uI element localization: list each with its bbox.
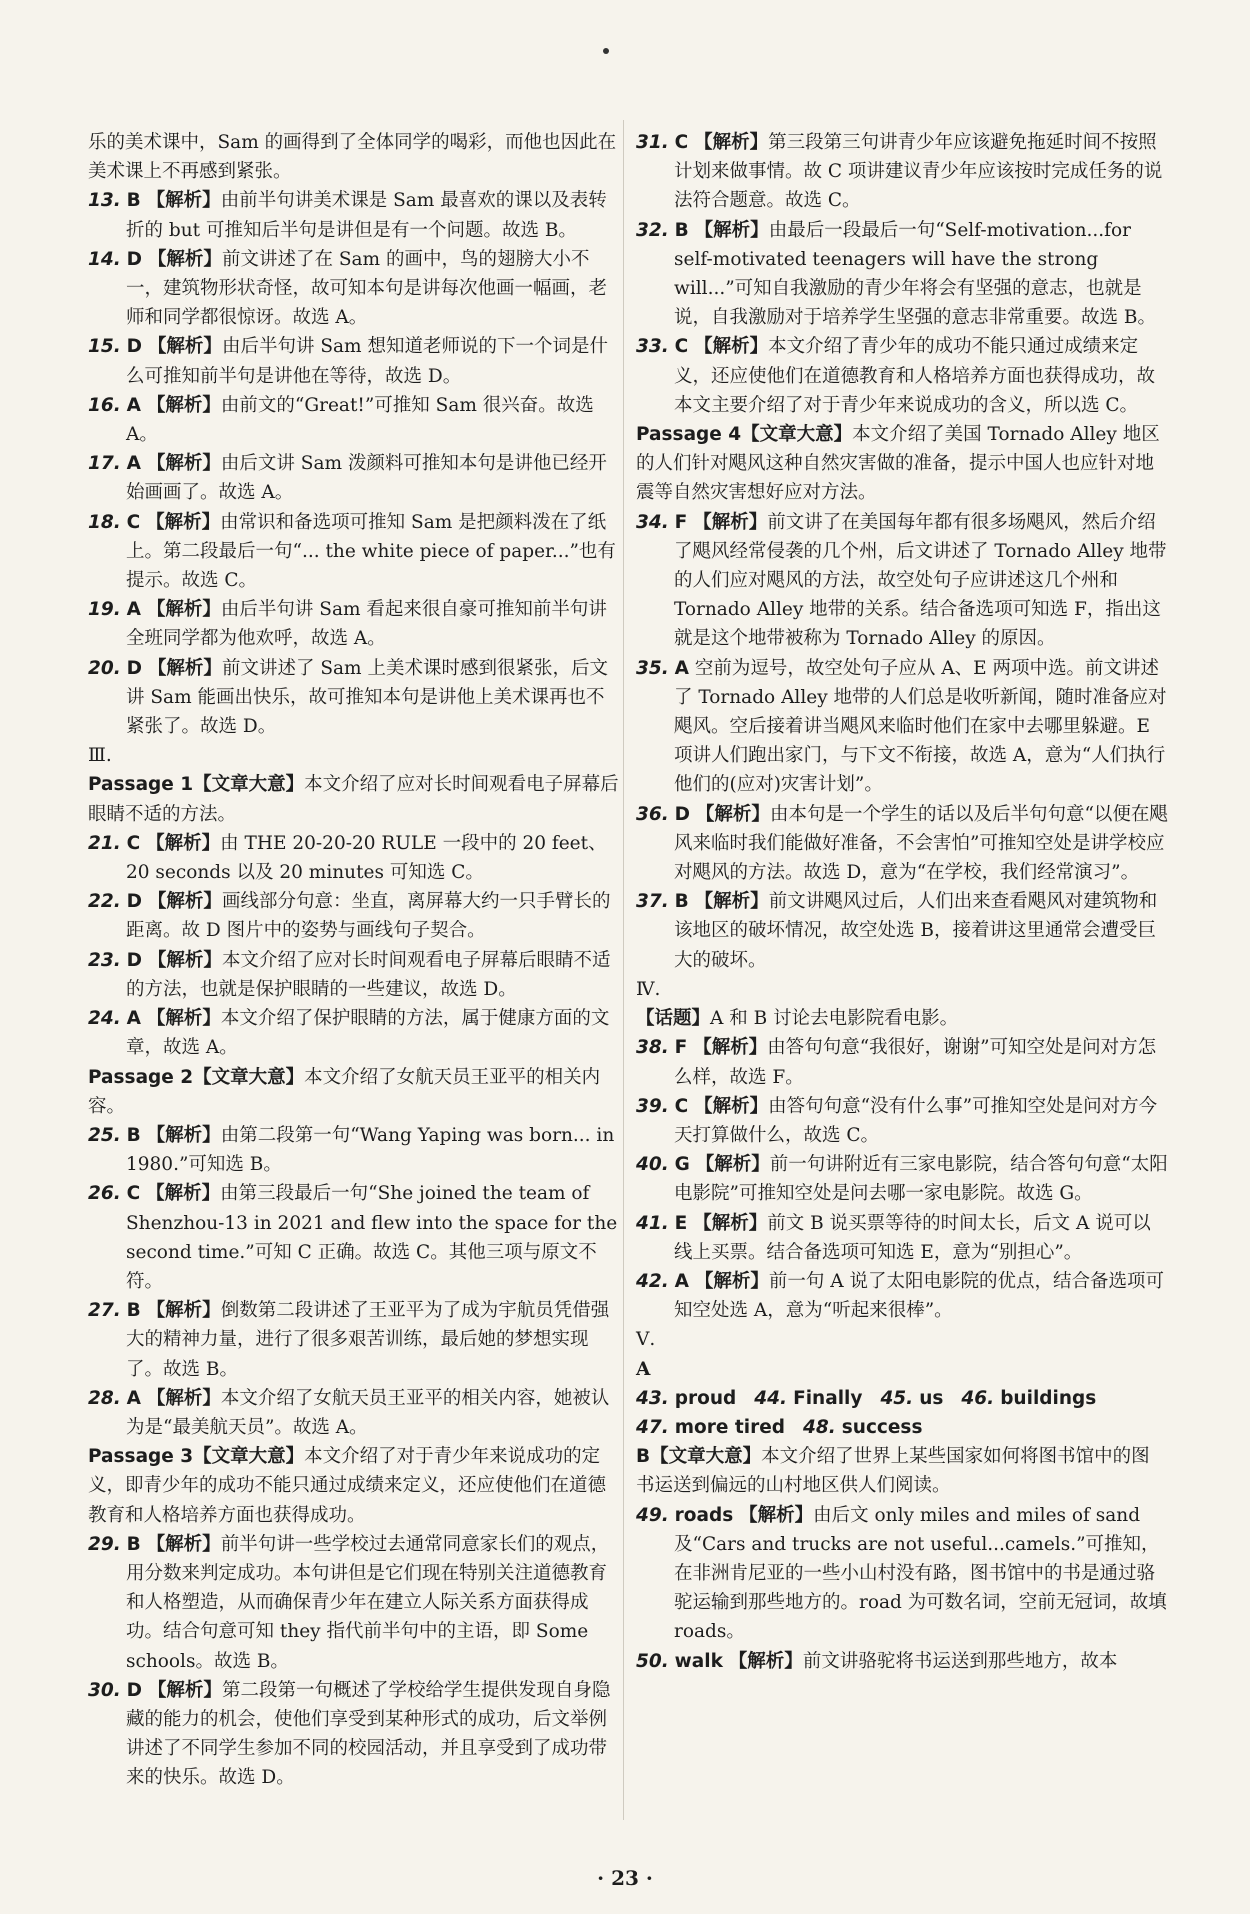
question-number: 19. (88, 599, 121, 621)
analysis-tag: 【解析】 (146, 599, 221, 621)
explanation-text: 由后文 only miles and miles of sand 及“Cars and trucks are not useful...camels.”可推知，在非洲肯尼亚的一些小山村没有路，图书馆中的书是通过骆驼运输到那些地方的。road 为可数名词，空前无冠词，故填 roads。 (674, 1504, 1167, 1643)
answer-letter: D (126, 1679, 143, 1701)
question-number: 35. (636, 657, 669, 679)
question-number: 17. (88, 453, 121, 475)
summary-tag: 【话题】 (636, 1008, 711, 1030)
answer-letter: B (126, 190, 141, 212)
question-number: 42. (636, 1270, 669, 1292)
fill-word: proud (674, 1387, 737, 1409)
answer-item (88, 887, 620, 945)
answer-letter: C (126, 511, 141, 533)
passage-label: B (636, 1446, 651, 1468)
fill-word: us (919, 1387, 944, 1409)
explanation-text: 本文介绍了青少年的成功不能只通过成绩来定义，还应使他们在道德教育和人格培养方面也获得成功，故本文主要介绍了对于青少年来说成功的含义，所以选 C。 (674, 336, 1156, 416)
analysis-tag: 【解析】 (146, 1533, 221, 1555)
explanation-text: 由后文讲 Sam 泼颜料可推知本句是讲他已经开始画画了。故选 A。 (126, 453, 607, 504)
analysis-tag: 【解析】 (147, 1679, 222, 1701)
analysis-tag: 【解析】 (146, 190, 221, 212)
continued-text (88, 128, 620, 186)
explanation-text: 前一句 A 说了太阳电影院的优点，结合备选项可知空处选 A，意为“听起来很棒”。 (674, 1270, 1165, 1322)
answer-item (88, 1179, 620, 1296)
explanation-text: 由后半句讲 Sam 看起来很自豪可推知前半句讲全班同学都为他欢呼，故选 A。 (126, 599, 607, 650)
explanation-text: 第三段第三句讲青少年应该避免拖延时间不按照计划来做事情。故 C 项讲建议青少年应该按时完成任务的说法符合题意。故选 C。 (674, 132, 1163, 212)
passage-label: Passage 1 (88, 774, 194, 796)
fill-word: more tired (674, 1416, 785, 1438)
question-number: 13. (88, 190, 121, 212)
fill-word: Finally (793, 1387, 863, 1409)
passage-summary (636, 1004, 1168, 1033)
question-number: 50. (636, 1650, 669, 1672)
explanation-text: 画线部分句意：坐直，离屏幕大约一只手臂长的距离。故 D 图片中的姿势与画线句子契合。 (126, 891, 611, 942)
answer-letter: B (674, 891, 689, 913)
explanation-text: 由答句句意“没有什么事”可推知空处是问对方今天打算做什么，故选 C。 (674, 1095, 1158, 1146)
question-number: 14. (88, 248, 121, 270)
passage-summary (88, 1442, 620, 1530)
analysis-tag: 【解析】 (147, 949, 222, 971)
section-numeral: Ⅳ. (636, 978, 661, 1000)
answer-item (88, 1676, 620, 1793)
explanation-text: 本文介绍了女航天员王亚平的相关内容，她被认为是“最美航天员”。故选 A。 (126, 1387, 610, 1438)
explanation-text: 由答句句意“我很好，谢谢”可知空处是问对方怎么样，故选 F。 (674, 1037, 1157, 1088)
summary-text: 本文介绍了对于青少年来说成功的定义，即青少年的成功不能只通过成绩来定义，还应使他们在道德教育和人格培养方面也获得成功。 (88, 1446, 607, 1526)
analysis-tag: 【解析】 (146, 1183, 221, 1205)
question-number: 27. (88, 1300, 121, 1322)
answer-letter: D (126, 949, 143, 971)
explanation-text: 由常识和备选项可推知 Sam 是把颜料泼在了纸上。第二段最后一句“... the white piece of paper...”也有提示。故选 C。 (126, 511, 616, 592)
answer-letter: A (674, 1270, 689, 1292)
analysis-tag: 【解析】 (147, 248, 222, 270)
answer-letter: B (126, 1124, 141, 1146)
explanation-text: 前文讲飓风过后，人们出来查看飓风对建筑物和该地区的破坏情况，故空处选 B，接着讲这里通常会遭受巨大的破坏。 (674, 891, 1158, 971)
column-divider (623, 120, 624, 1820)
passage-label: Passage 4 (636, 424, 742, 446)
fill-word: success (841, 1416, 923, 1438)
summary-tag: 【文章大意】 (193, 774, 305, 796)
answer-item (636, 1647, 1168, 1676)
answer-letter: D (674, 803, 691, 825)
analysis-tag: 【解析】 (146, 832, 221, 854)
explanation-text: 前文讲述了 Sam 上美术课时感到很紧张，后文讲 Sam 能画出快乐，故可推知本句是讲他上美术课再也不紧张了。故选 D。 (126, 657, 608, 738)
question-number: 21. (88, 832, 121, 854)
question-number: 33. (636, 336, 669, 358)
question-number: 46. (961, 1387, 995, 1409)
analysis-tag: 【解析】 (694, 219, 769, 241)
answer-item (88, 946, 620, 1004)
answer-item (636, 1150, 1168, 1208)
answer-item (88, 1296, 620, 1384)
answer-item (636, 1267, 1168, 1325)
answer-item (88, 245, 620, 333)
left-column (88, 128, 620, 1793)
explanation-text: 由第二段第一句“Wang Yaping was born... in 1980.”可知选 B。 (126, 1124, 615, 1176)
explanation-text: 由前半句讲美术课是 Sam 最喜欢的课以及表转折的 but 可推知后半句是讲但是有一个问题。故选 B。 (126, 190, 607, 241)
summary-tag: 【文章大意】 (193, 1066, 305, 1088)
answer-item (636, 1209, 1168, 1267)
summary-tag: 【文章大意】 (650, 1446, 762, 1468)
question-number: 44. (754, 1387, 788, 1409)
analysis-tag: 【解析】 (728, 1650, 803, 1672)
fill-in-answers (636, 1413, 1168, 1442)
question-number: 28. (88, 1387, 121, 1409)
question-number: 41. (636, 1212, 669, 1234)
answer-letter: C (674, 1095, 689, 1117)
answer-item (636, 508, 1168, 654)
question-number: 30. (88, 1679, 121, 1701)
question-number: 22. (88, 891, 121, 913)
answer-item (88, 1004, 620, 1062)
answer-item (636, 128, 1168, 216)
passage-summary (88, 1063, 620, 1121)
analysis-tag: 【解析】 (146, 1124, 221, 1146)
analysis-tag: 【解析】 (147, 336, 222, 358)
analysis-tag: 【解析】 (147, 657, 222, 679)
answer-letter: A (126, 394, 141, 416)
question-number: 23. (88, 949, 121, 971)
explanation-text: 由本句是一个学生的话以及后半句句意“以便在飓风来临时我们能做好准备，不会害怕”可推知空处是讲学校应对飓风的方法。故选 D，意为“在学校，我们经常演习”。 (674, 803, 1168, 884)
answer-letter: C (126, 832, 141, 854)
answer-item (88, 332, 620, 390)
answer-letter: C (126, 1183, 141, 1205)
question-number: 15. (88, 336, 121, 358)
answer-item (88, 186, 620, 244)
explanation-text: 乐的美术课中，Sam 的画得到了全体同学的喝彩，而他也因此在美术课上不再感到紧张。 (88, 132, 617, 183)
analysis-tag: 【解析】 (739, 1504, 814, 1526)
answer-letter: B (674, 219, 689, 241)
analysis-tag: 【解析】 (694, 1095, 769, 1117)
analysis-tag: 【解析】 (693, 1037, 768, 1059)
answer-letter: A (126, 1387, 141, 1409)
analysis-tag: 【解析】 (694, 336, 769, 358)
explanation-text: 前文 B 说买票等待的时间太长，后文 A 说可以线上买票。结合备选项可知选 E，意为“别担心”。 (674, 1212, 1151, 1263)
answer-letter: C (674, 132, 689, 153)
analysis-tag: 【解析】 (147, 891, 222, 913)
question-number: 40. (636, 1154, 669, 1176)
explanation-text: 前文讲述了在 Sam 的画中，鸟的翅膀大小不一，建筑物形状奇怪，故可知本句是讲每次他画一幅画，老师和同学都很惊讶。故选 A。 (126, 248, 608, 329)
answer-letter: B (126, 1300, 141, 1322)
answer-letter: B (126, 1533, 141, 1555)
answer-letter: G (674, 1154, 690, 1176)
answer-item (636, 1501, 1168, 1647)
question-number: 31. (636, 132, 669, 153)
answer-letter: C (674, 336, 689, 358)
answer-item (88, 391, 620, 449)
explanation-text: 前一句讲附近有三家电影院，结合答句句意“太阳电影院”可推知空处是问去哪一家电影院。故选 G。 (674, 1154, 1168, 1205)
analysis-tag: 【解析】 (146, 394, 221, 416)
answer-letter: A (126, 599, 141, 621)
question-number: 48. (802, 1416, 836, 1438)
passage-label: Passage 2 (88, 1066, 194, 1088)
answer-letter: D (126, 891, 143, 913)
analysis-tag: 【解析】 (146, 1300, 221, 1322)
analysis-tag: 【解析】 (146, 511, 221, 533)
explanation-text: 前文讲了在美国每年都有很多场飓风，然后介绍了飓风经常侵袭的几个州，后文讲述了 Tornado Alley 地带的人们应对飓风的方法，故空处句子应讲述这几个州和 Tornado Alley 地带的关系。结合备选项可知选 F，指出这就是这个地带被称为 Tornado Alley 的原因。 (674, 511, 1167, 650)
question-number: 25. (88, 1124, 121, 1146)
summary-tag: 【文章大意】 (741, 424, 853, 446)
answer-item (636, 1092, 1168, 1150)
summary-text: 本文介绍了应对长时间观看电子屏幕后眼睛不适的方法。 (88, 774, 619, 825)
passage-summary (88, 770, 620, 828)
summary-text: 本文介绍了世界上某些国家如何将图书馆中的图书运送到偏远的山村地区供人们阅读。 (636, 1446, 1150, 1497)
answer-item (88, 654, 620, 742)
question-number: 45. (880, 1387, 914, 1409)
answer-item (88, 829, 620, 887)
answer-letter: F (674, 511, 688, 533)
summary-tag: 【文章大意】 (193, 1446, 305, 1468)
explanation-text: 第二段第一句概述了学校给学生提供发现自身隐藏的能力的机会，使他们享受到某种形式的成功，后文举例讲述了不同学生参加不同的校园活动，并且享受到了成功带来的快乐。故选 D。 (126, 1679, 611, 1789)
question-number: 18. (88, 511, 121, 533)
question-number: 32. (636, 219, 669, 241)
fill-in-answers (636, 1384, 1168, 1413)
question-number: 47. (636, 1416, 669, 1438)
explanation-text: 本文介绍了保护眼睛的方法，属于健康方面的文章，故选 A。 (126, 1008, 610, 1059)
answer-item (636, 216, 1168, 333)
page-number: · 23 · (597, 1866, 653, 1890)
question-number: 20. (88, 657, 121, 679)
answer-item (88, 508, 620, 596)
answer-letter: D (126, 657, 143, 679)
answer-letter: A (674, 657, 689, 679)
analysis-tag: 【解析】 (695, 803, 770, 825)
explanation-text: 由前文的“Great!”可推知 Sam 很兴奋。故选 A。 (126, 394, 594, 446)
analysis-tag: 【解析】 (694, 891, 769, 913)
right-column (636, 128, 1168, 1676)
explanation-text: 由第三段最后一句“She joined the team of Shenzhou-13 in 2021 and flew into the space for the second time.”可知 C 正确。故选 C。其他三项与原文不符。 (126, 1183, 618, 1292)
answer-letter: D (126, 248, 143, 270)
passage-summary (636, 1442, 1168, 1500)
answer-letter: F (674, 1037, 688, 1059)
analysis-tag: 【解析】 (693, 511, 768, 533)
answer-item (88, 595, 620, 653)
answer-letter: A (126, 1008, 141, 1030)
explanation-text: 由 THE 20-20-20 RULE 一段中的 20 feet、20 seconds 以及 20 minutes 可知选 C。 (126, 832, 607, 884)
question-number: 24. (88, 1008, 121, 1030)
question-number: 43. (636, 1387, 669, 1409)
question-number: 29. (88, 1533, 121, 1555)
question-number: 37. (636, 891, 669, 913)
answer-item (88, 1530, 620, 1676)
summary-text: 本文介绍了女航天员王亚平的相关内容。 (88, 1066, 601, 1117)
answer-item (636, 800, 1168, 888)
section-numeral: Ⅲ. (88, 745, 112, 767)
answer-item (636, 332, 1168, 420)
explanation-text: 由后半句讲 Sam 想知道老师说的下一个词是什么可推知前半句是讲他在等待，故选 D。 (126, 336, 608, 387)
passage-summary (636, 420, 1168, 508)
section-numeral: Ⅴ. (636, 1329, 656, 1351)
question-number: 39. (636, 1095, 669, 1117)
analysis-tag: 【解析】 (695, 1154, 770, 1176)
answer-letter: E (674, 1212, 688, 1234)
answer-item (636, 887, 1168, 975)
analysis-tag: 【解析】 (694, 1270, 769, 1292)
answer-item (636, 654, 1168, 800)
answer-letter: roads (674, 1504, 734, 1526)
answer-item (88, 449, 620, 507)
question-number: 34. (636, 511, 669, 533)
analysis-tag: 【解析】 (693, 1212, 768, 1234)
answer-item (636, 1033, 1168, 1091)
answer-item (88, 1121, 620, 1179)
question-number: 36. (636, 803, 669, 825)
explanation-text: 由最后一段最后一句“Self-motivation...for self-motivated teenagers will have the strong will...”可知自我激励的青少年将会有坚强的意志，也就是说，自我激励对于培养学生坚强的意志非常重要。故选 B。 (674, 219, 1156, 329)
answer-letter: walk (674, 1650, 723, 1672)
fill-word: buildings (1000, 1387, 1097, 1409)
analysis-tag: 【解析】 (694, 132, 769, 153)
explanation-text: 倒数第二段讲述了王亚平为了成为宇航员凭借强大的精神力量，进行了很多艰苦训练，最后她的梦想实现了。故选 B。 (126, 1300, 610, 1380)
explanation-text: 前文讲骆驼将书运送到那些地方，故本 (802, 1650, 1118, 1672)
question-number: 26. (88, 1183, 121, 1205)
summary-text: 本文介绍了美国 Tornado Alley 地区的人们针对飓风这种自然灾害做的准备，提示中国人也应针对地震等自然灾害想好应对方法。 (636, 424, 1160, 504)
question-number: 16. (88, 394, 121, 416)
question-number: 38. (636, 1037, 669, 1059)
explanation-text: 空前为逗号，故空处句子应从 A、E 两项中选。前文讲述了 Tornado Alley 地带的人们总是收听新闻，随时准备应对飓风。空后接着讲当飓风来临时他们在家中去哪里躲避。E 项讲人们跑出家门，与下文不衔接，故选 A，意为“人们执行他们的(应对)灾害计划”。 (674, 657, 1167, 796)
analysis-tag: 【解析】 (146, 1008, 221, 1030)
passage-label: Passage 3 (88, 1446, 194, 1468)
section-label: A (636, 1358, 651, 1380)
question-number: 49. (636, 1504, 669, 1526)
analysis-tag: 【解析】 (146, 1387, 221, 1409)
decorative-dot (603, 48, 609, 54)
answer-letter: D (126, 336, 143, 358)
explanation-text: 前半句讲一些学校过去通常同意家长们的观点，用分数来判定成功。本句讲但是它们现在特别关注道德教育和人格塑造，从而确保青少年在建立人际关系方面获得成功。结合句意可知 they 指代前半句中的主语，即 Some schools。故选 B。 (126, 1533, 610, 1672)
answer-item (88, 1384, 620, 1442)
analysis-tag: 【解析】 (146, 453, 221, 475)
explanation-text: 本文介绍了应对长时间观看电子屏幕后眼睛不适的方法，也就是保护眼睛的一些建议，故选 D。 (126, 949, 611, 1000)
answer-letter: A (126, 453, 141, 475)
summary-text: A 和 B 讨论去电影院看电影。 (710, 1008, 959, 1030)
